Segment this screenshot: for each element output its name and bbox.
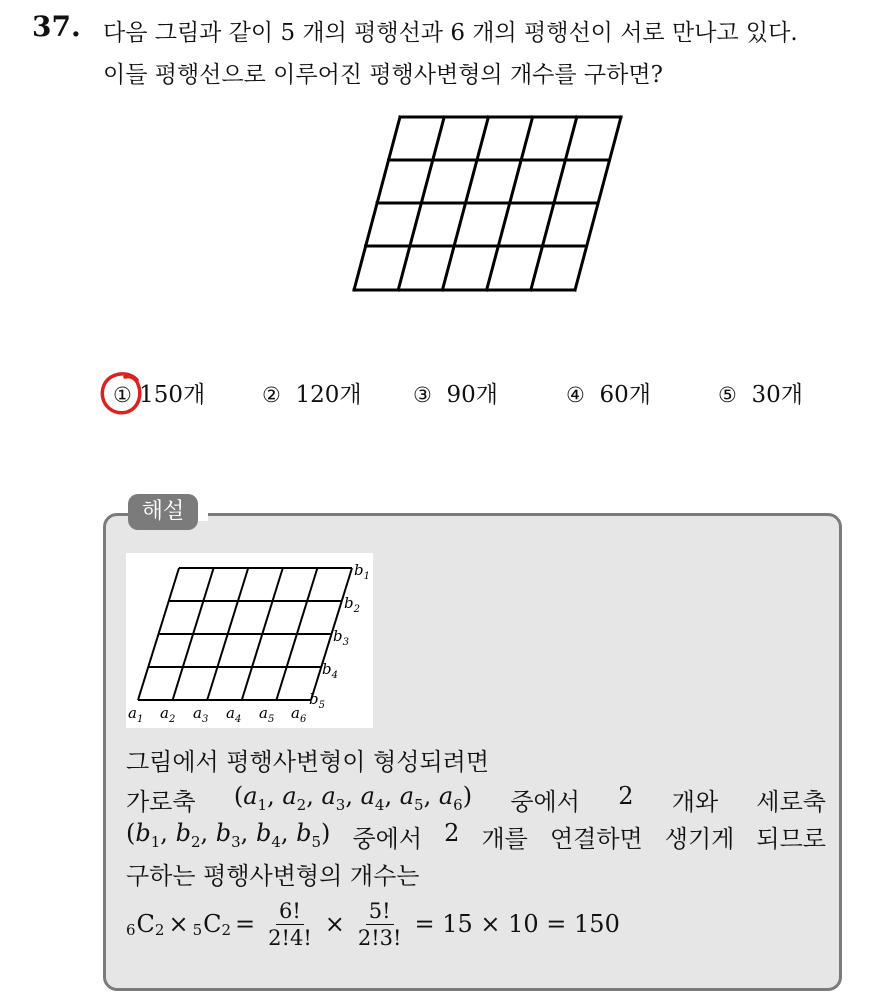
solution-word: 생기게 xyxy=(664,825,735,853)
solution-word: 중에서 xyxy=(510,788,580,816)
label-b1: $b_1$ xyxy=(354,561,370,582)
solution-word: 가로축 xyxy=(126,788,196,816)
solution-word: 중에서 xyxy=(352,825,423,853)
choice-4[interactable] xyxy=(566,376,651,409)
solution-word: 2 xyxy=(444,819,460,847)
solution-text-line4: 구하는 평행사변형의 개수는 xyxy=(126,862,420,890)
label-a6: $a_6$ xyxy=(291,704,307,725)
formula-term1-sub: 2 xyxy=(154,921,165,939)
choice-5-mark: ⑤ xyxy=(718,383,737,407)
solution-formula xyxy=(126,892,624,956)
solution-set-a: ($a_1$, $a_2$, $a_3$, $a_4$, $a_5$, $a_6$) xyxy=(233,782,473,814)
label-a4: $a_4$ xyxy=(226,704,242,725)
fraction-2-denominator: 2!3! xyxy=(357,925,402,950)
solution-text-line3 xyxy=(126,819,826,854)
label-a2: $a_2$ xyxy=(160,704,176,725)
fraction-1-denominator: 2!4! xyxy=(268,925,312,950)
solution-set-b: ($b_1$, $b_2$, $b_3$, $b_4$, $b_5$) xyxy=(126,819,331,851)
formula-fraction-1 xyxy=(265,898,315,951)
tab-gap xyxy=(198,505,208,521)
choice-1-text: 150개 xyxy=(139,382,206,408)
choice-5-text: 30개 xyxy=(751,382,803,408)
formula-term1-main: C xyxy=(136,910,155,938)
formula-rest: = 15 × 10 = 150 xyxy=(414,910,620,938)
formula-equals: = xyxy=(235,910,256,938)
label-b4: $b_4$ xyxy=(322,660,338,681)
fraction-1-numerator: 6! xyxy=(276,898,304,925)
solution-labeled-grid-figure xyxy=(126,553,373,728)
formula-term1-pre: 6 xyxy=(126,921,136,939)
label-a5: $a_5$ xyxy=(259,704,275,725)
formula-term2-sub: 2 xyxy=(221,921,232,939)
solution-word: 개와 xyxy=(671,788,719,816)
label-b3: $b_3$ xyxy=(333,627,349,648)
label-b2: $b_2$ xyxy=(344,594,360,615)
formula-term2-main: C xyxy=(203,910,222,938)
choice-2[interactable] xyxy=(262,376,362,409)
choice-4-text: 60개 xyxy=(599,382,651,408)
parallelogram-grid-figure xyxy=(350,110,650,310)
choice-4-mark: ④ xyxy=(566,383,585,407)
label-b5: $b_5$ xyxy=(309,690,325,711)
choice-3-text: 90개 xyxy=(446,382,498,408)
solution-text-line2 xyxy=(126,782,826,817)
fraction-2-numerator: 5! xyxy=(366,898,394,925)
choice-3[interactable] xyxy=(413,376,498,409)
formula-fraction-2 xyxy=(355,898,405,951)
label-a3: $a_3$ xyxy=(193,704,209,725)
choice-2-mark: ② xyxy=(262,383,281,407)
question-text-line2: 이들 평행선으로 이루어진 평행사변형의 개수를 구하면? xyxy=(103,62,663,88)
choice-1-mark: ① xyxy=(113,383,132,407)
formula-times-2: × xyxy=(324,910,345,938)
solution-word: 개를 xyxy=(481,825,528,853)
question-number: 37. xyxy=(32,10,81,43)
label-a1: $a_1$ xyxy=(128,704,144,725)
choice-5[interactable] xyxy=(718,376,803,409)
solution-text-line1: 그림에서 평행사변형이 형성되려면 xyxy=(126,748,490,776)
solution-word: 세로축 xyxy=(756,788,826,816)
formula-times: × xyxy=(168,910,189,938)
question-text-line1: 다음 그림과 같이 5 개의 평행선과 6 개의 평행선이 서로 만나고 있다. xyxy=(103,20,798,46)
solution-word: 2 xyxy=(618,782,634,810)
solution-word: 연결하면 xyxy=(549,825,643,853)
choice-2-text: 120개 xyxy=(295,382,362,408)
solution-word: 되므로 xyxy=(756,825,826,853)
choice-3-mark: ③ xyxy=(413,383,432,407)
solution-tab-label: 해설 xyxy=(128,494,198,530)
formula-term2-pre: 5 xyxy=(192,921,203,939)
answer-mark-circle xyxy=(97,368,149,420)
